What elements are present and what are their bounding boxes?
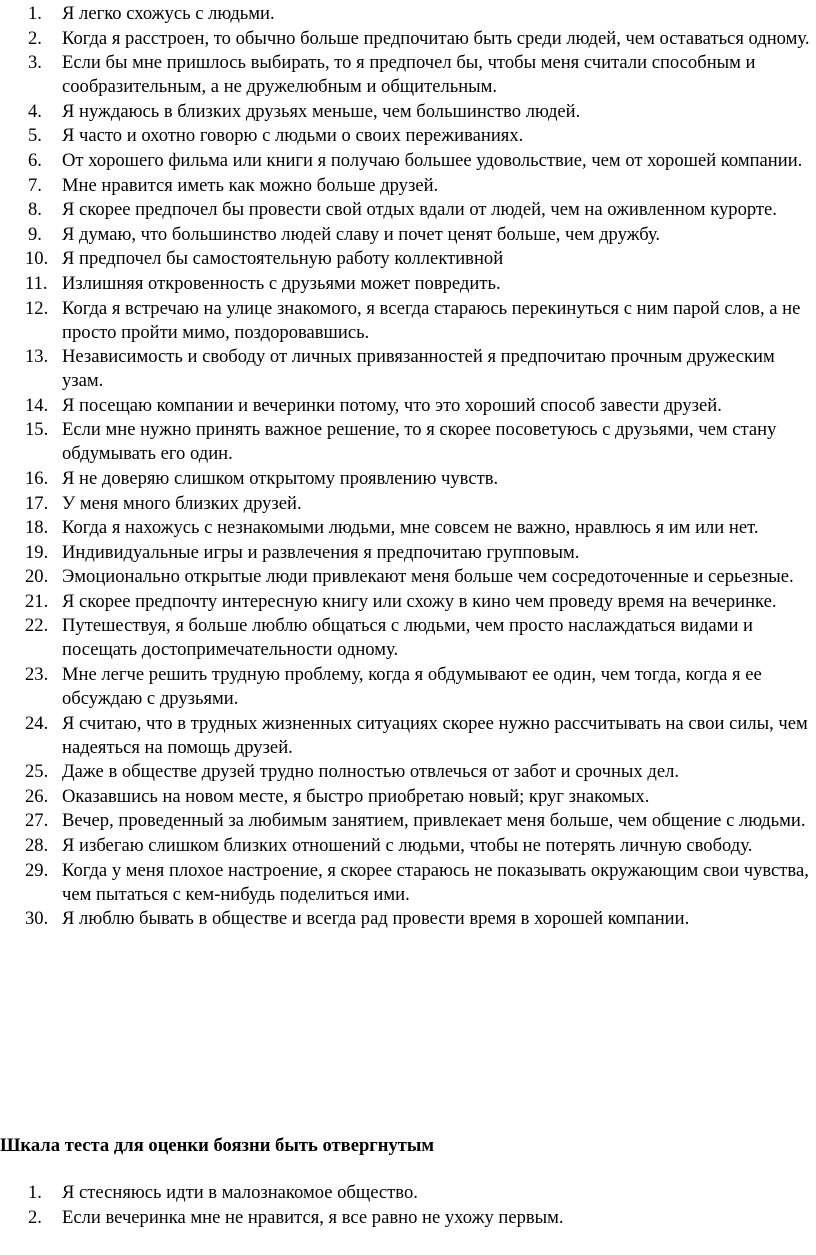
list-item <box>0 297 816 345</box>
item-number: 8. <box>28 199 42 221</box>
item-text: Я нуждаюсь в близких друзьях меньше, чем большинство людей. <box>62 100 581 122</box>
item-number: 25. <box>25 761 49 783</box>
item-text: Оказавшись на новом месте, я быстро приобретаю новый; круг знакомых. <box>62 785 650 807</box>
item-text: Эмоционально открытые люди привлекают меня больше чем сосредоточенные и серьезные. <box>62 566 794 588</box>
item-number: 22. <box>25 615 49 637</box>
item-text: Я люблю бывать в обществе и всегда рад провести время в хорошей компании. <box>62 908 690 930</box>
item-text: Я посещаю компании и вечеринки потому, что это хороший способ завести друзей. <box>62 394 722 416</box>
list-item <box>0 859 816 907</box>
item-number: 14. <box>25 394 49 416</box>
item-number: 3. <box>28 52 42 74</box>
list-item <box>0 467 816 491</box>
questionnaire-list <box>0 2 816 932</box>
item-text: Мне легче решить трудную проблему, когда я обдумывают ее один, чем тогда, когда я ее обсуждаю с друзьями. <box>62 664 762 710</box>
item-text: Когда я нахожусь с незнакомыми людьми, мне совсем не важно, нравлюсь я им или нет. <box>62 517 759 539</box>
item-number: 24. <box>25 712 49 734</box>
item-number: 9. <box>28 223 42 245</box>
list-item <box>0 834 816 858</box>
item-number: 18. <box>25 517 49 539</box>
list-item <box>0 516 816 540</box>
list-item <box>0 712 816 760</box>
list-item <box>0 1181 816 1205</box>
item-number: 23. <box>25 664 49 686</box>
item-number: 7. <box>28 174 42 196</box>
list-item <box>0 174 816 198</box>
list-item <box>0 394 816 418</box>
item-number: 29. <box>25 859 49 881</box>
list-item <box>0 907 816 931</box>
list-item <box>0 614 816 662</box>
item-number: 27. <box>25 810 49 832</box>
list-item <box>0 541 816 565</box>
item-text: У меня много близких друзей. <box>62 492 302 514</box>
item-text: Если бы мне пришлось выбирать, то я предпочел бы, чтобы меня считали способным и сообразительным, а не дружелюбным и общительным. <box>62 52 756 98</box>
item-number: 2. <box>28 27 42 49</box>
list-item <box>0 785 816 809</box>
item-text: Я думаю, что большинство людей славу и почет ценят больше, чем дружбу. <box>62 223 661 245</box>
item-number: 21. <box>25 590 49 612</box>
list-item <box>0 663 816 711</box>
item-text: Когда я расстроен, то обычно больше предпочитаю быть среди людей, чем оставаться одному. <box>62 27 810 49</box>
item-number: 1. <box>28 1182 42 1203</box>
list-item <box>0 345 816 393</box>
item-number: 20. <box>25 566 49 588</box>
item-text: Путешествуя, я больше люблю общаться с людьми, чем просто наслаждаться видами и посещать достопримечательности одному. <box>62 615 753 661</box>
item-number: 28. <box>25 835 49 857</box>
item-text: Индивидуальные игры и развлечения я предпочитаю групповым. <box>62 541 580 563</box>
item-text: Излишняя откровенность с друзьями может повредить. <box>62 272 501 294</box>
list-item <box>0 124 816 148</box>
list-item <box>0 27 816 51</box>
list-item <box>0 247 816 271</box>
item-text: Когда я встречаю на улице знакомого, я всегда стараюсь перекинуться с ним парой слов, а не просто пройти мимо, поздоровавшись. <box>62 297 801 343</box>
list-item <box>0 223 816 247</box>
rejection-scale-list <box>0 1181 816 1231</box>
list-item <box>0 51 816 99</box>
item-number: 16. <box>25 467 49 489</box>
item-text: Когда у меня плохое настроение, я скорее стараюсь не показывать окружающим свои чувства, чем пытаться с кем-нибудь поделиться ими. <box>62 859 809 905</box>
item-text: От хорошего фильма или книги я получаю большее удовольствие, чем от хорошей компании. <box>62 149 803 171</box>
item-text: Даже в обществе друзей трудно полностью отвлечься от забот и срочных дел. <box>62 761 680 783</box>
item-number: 13. <box>25 346 49 368</box>
item-text: Я не доверяю слишком открытому проявлению чувств. <box>62 467 499 489</box>
item-number: 15. <box>25 419 49 441</box>
item-number: 4. <box>28 100 42 122</box>
list-item <box>0 1206 816 1230</box>
item-text: Я скорее предпочел бы провести свой отдых вдали от людей, чем на оживленном курорте. <box>62 199 777 221</box>
item-number: 26. <box>25 785 49 807</box>
item-number: 19. <box>25 541 49 563</box>
item-text: Вечер, проведенный за любимым занятием, привлекает меня больше, чем общение с людьми. <box>62 810 806 832</box>
item-text: Если вечеринка мне не нравится, я все равно не ухожу первым. <box>62 1207 564 1228</box>
list-item <box>0 100 816 124</box>
item-text: Я предпочел бы самостоятельную работу коллективной <box>62 248 504 270</box>
item-number: 30. <box>25 908 49 930</box>
list-item <box>0 2 816 26</box>
item-number: 6. <box>28 149 42 171</box>
item-text: Я избегаю слишком близких отношений с людьми, чтобы не потерять личную свободу. <box>62 835 753 857</box>
list-item <box>0 590 816 614</box>
item-text: Я стесняюсь идти в малознакомое общество. <box>62 1182 418 1203</box>
list-item <box>0 809 816 833</box>
item-number: 10. <box>25 248 49 270</box>
item-number: 2. <box>28 1207 42 1228</box>
item-text: Я легко схожусь с людьми. <box>62 3 275 24</box>
list-item <box>0 418 816 466</box>
list-item <box>0 149 816 173</box>
list-item <box>0 272 816 296</box>
item-number: 12. <box>25 297 49 319</box>
item-text: Если мне нужно принять важное решение, то я скорее посоветуюсь с друзьями, чем стану обдумывать его один. <box>62 419 777 465</box>
section-heading: Шкала теста для оценки боязни быть отвергнутым <box>0 1135 435 1156</box>
item-text: Мне нравится иметь как можно больше друзей. <box>62 174 439 196</box>
item-number: 11. <box>25 272 48 294</box>
list-item <box>0 760 816 784</box>
item-text: Я скорее предпочту интересную книгу или схожу в кино чем проведу время на вечеринке. <box>62 590 777 612</box>
item-text: Я считаю, что в трудных жизненных ситуациях скорее нужно рассчитывать на свои силы, чем надеяться на помощь друзей. <box>62 712 808 758</box>
item-number: 5. <box>28 125 42 147</box>
item-number: 1. <box>28 3 42 24</box>
list-item <box>0 492 816 516</box>
item-number: 17. <box>25 492 49 514</box>
item-text: Я часто и охотно говорю с людьми о своих переживаниях. <box>62 125 524 147</box>
item-text: Независимость и свободу от личных привязанностей я предпочитаю прочным дружеским узам. <box>62 346 775 392</box>
list-item <box>0 198 816 222</box>
list-item <box>0 565 816 589</box>
